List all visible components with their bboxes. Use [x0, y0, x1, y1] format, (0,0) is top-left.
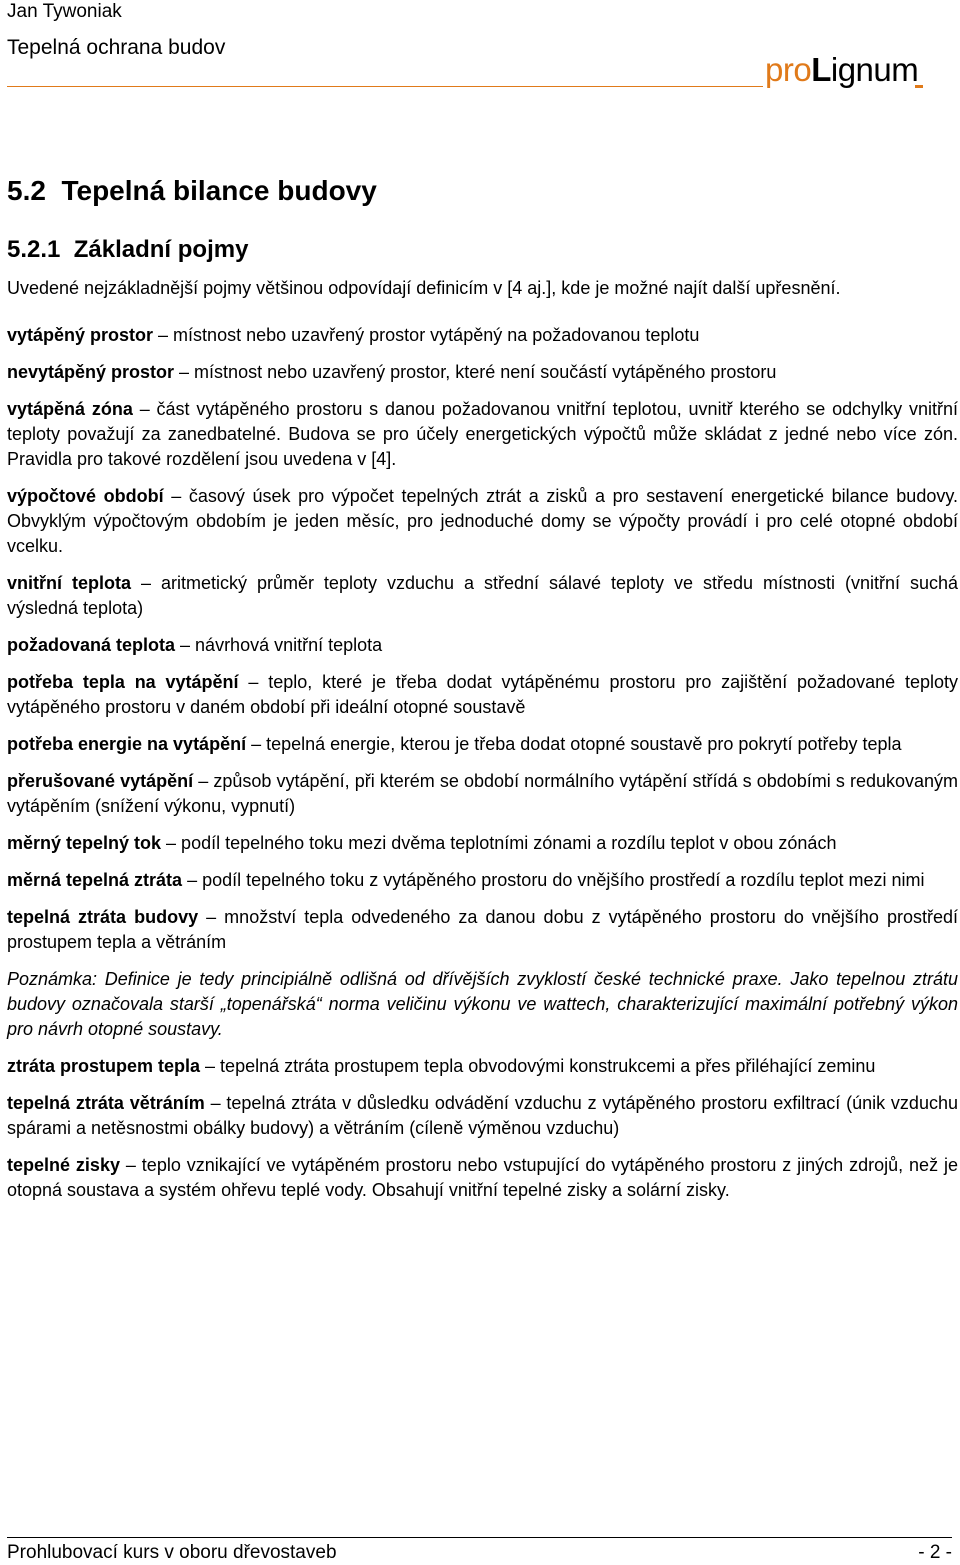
- header-title: Tepelná ochrana budov: [7, 36, 226, 59]
- definition-item: [7, 633, 958, 658]
- note-paragraph: Poznámka: Definice je tedy principiálně odlišná od dřívějších zvyklostí české technické praxe. Jako tepelnou ztrátu budovy označovala starší „topenářská“ norma veličinu výkonu ve wattech, charakterizující maximální potřebný výkon pro návrh otopné soustavy.: [7, 969, 958, 1039]
- definition-term: přerušované vytápění: [7, 771, 194, 791]
- definition-item: [7, 571, 958, 621]
- definition-text: – časový úsek pro výpočet tepelných ztrát a zisků a pro sestavení energetické bilance budovy. Obvyklým výpočtovým obdobím je jeden měsíc, pro jednoduché domy se výpočty provádí i pro celé otopné období vcelku.: [7, 486, 959, 556]
- definition-text: – množství tepla odvedeného za danou dobu z vytápěného prostoru do vnějšího prostředí prostupem tepla a větráním: [7, 907, 958, 952]
- definition-term: potřeba energie na vytápění: [7, 734, 247, 754]
- definition-item: [7, 868, 958, 893]
- definition-term: měrný tepelný tok: [7, 833, 162, 853]
- definition-item: [7, 831, 958, 856]
- definition-term: výpočtové období: [7, 486, 164, 506]
- definition-text: – způsob vytápění, při kterém se období normálního vytápění střídá s obdobími s redukovaným vytápěním (snížení výkonu, vypnutí): [7, 771, 958, 816]
- definition-text: – podíl tepelného toku z vytápěného prostoru do vnějšího prostředí a rozdílu teplot mezi nimi: [182, 870, 925, 890]
- definition-item: [7, 732, 958, 757]
- definition-text: – teplo vznikající ve vytápěném prostoru nebo vstupující do vytápěného prostoru z jiných zdrojů, než je otopná soustava a systém ohřevu teplé vody. Obsahují vnitřní tepelné zisky a solární zisky.: [7, 1155, 958, 1200]
- definition-term: vnitřní teplota: [7, 573, 131, 593]
- definition-item: [7, 905, 958, 955]
- prolignum-logo: [765, 50, 918, 90]
- definition-term: tepelná ztráta budovy: [7, 907, 199, 927]
- logo-part-ignum: ignum: [830, 51, 919, 88]
- definition-item: [7, 323, 958, 348]
- definition-text: – tepelná energie, kterou je třeba dodat otopné soustavě pro pokrytí potřeby tepla: [246, 734, 902, 754]
- definition-term: tepelná ztráta větráním: [7, 1093, 205, 1113]
- definition-text: – místnost nebo uzavřený prostor, které není součástí vytápěného prostoru: [174, 362, 777, 382]
- section-heading: 5.2 Tepelná bilance budovy: [7, 175, 377, 206]
- page-content: [7, 276, 958, 1215]
- definition-item: [7, 769, 958, 819]
- footer-course: Prohlubovací kurs v oboru dřevostaveb: [7, 1542, 337, 1563]
- footer-rule: [7, 1537, 952, 1538]
- definition-text: – část vytápěného prostoru s danou požadovanou vnitřní teplotou, uvnitř kterého se odchylky vnitřní teploty považují za zanedbatelné. Budova se pro účely energetických výpočtů může skládat z jedné nebo více zón. Pravidla pro takové rozdělení jsou uvedena v [4].: [7, 399, 958, 469]
- definition-term: ztráta prostupem tepla: [7, 1056, 201, 1076]
- definition-item: [7, 360, 958, 385]
- definition-text: – místnost nebo uzavřený prostor vytápěný na požadovanou teplotu: [153, 325, 700, 345]
- definition-text: – teplo, které je třeba dodat vytápěnému prostoru pro zajištění požadované teploty vytápěného prostoru v daném období při ideální otopné soustavě: [7, 672, 958, 717]
- logo-part-l: L: [811, 51, 831, 88]
- definition-item: [7, 1054, 958, 1079]
- definition-item: [7, 397, 958, 472]
- definition-term: tepelné zisky: [7, 1155, 120, 1175]
- definition-item: [7, 1153, 958, 1203]
- definition-term: vytápěný prostor: [7, 325, 154, 345]
- logo-part-pro: pro: [765, 51, 812, 88]
- definition-term: měrná tepelná ztráta: [7, 870, 183, 890]
- definition-term: potřeba tepla na vytápění: [7, 672, 239, 692]
- definition-term: požadovaná teplota: [7, 635, 176, 655]
- subsection-heading: 5.2.1 Základní pojmy: [7, 236, 249, 263]
- definition-text: – tepelná ztráta prostupem tepla obvodovými konstrukcemi a přes přiléhající zeminu: [200, 1056, 876, 1076]
- header-author: Jan Tywoniak: [7, 1, 122, 22]
- definition-text: – návrhová vnitřní teplota: [175, 635, 383, 655]
- intro-paragraph: Uvedené nejzákladnější pojmy většinou odpovídají definicím v [4 aj.], kde je možné najít další upřesnění.: [7, 278, 841, 298]
- page-number: - 2 -: [918, 1542, 952, 1563]
- definition-item: [7, 484, 958, 559]
- definition-item: [7, 1091, 958, 1141]
- definition-term: vytápěná zóna: [7, 399, 133, 419]
- header-rule: [7, 86, 763, 87]
- definition-text: – tepelná ztráta v důsledku odvádění vzduchu z vytápěného prostoru exfiltrací (únik vzduchu spárami a netěsnostmi obálky budovy) a větráním (cíleně výměnou vzduchu): [7, 1093, 958, 1138]
- definition-text: – aritmetický průměr teploty vzduchu a střední sálavé teploty ve středu místnosti (vnitřní suchá výsledná teplota): [7, 573, 958, 618]
- definition-item: [7, 670, 958, 720]
- definition-term: nevytápěný prostor: [7, 362, 175, 382]
- logo-accent-mark: [915, 85, 923, 88]
- definition-text: – podíl tepelného toku mezi dvěma teplotními zónami a rozdílu teplot v obou zónách: [161, 833, 837, 853]
